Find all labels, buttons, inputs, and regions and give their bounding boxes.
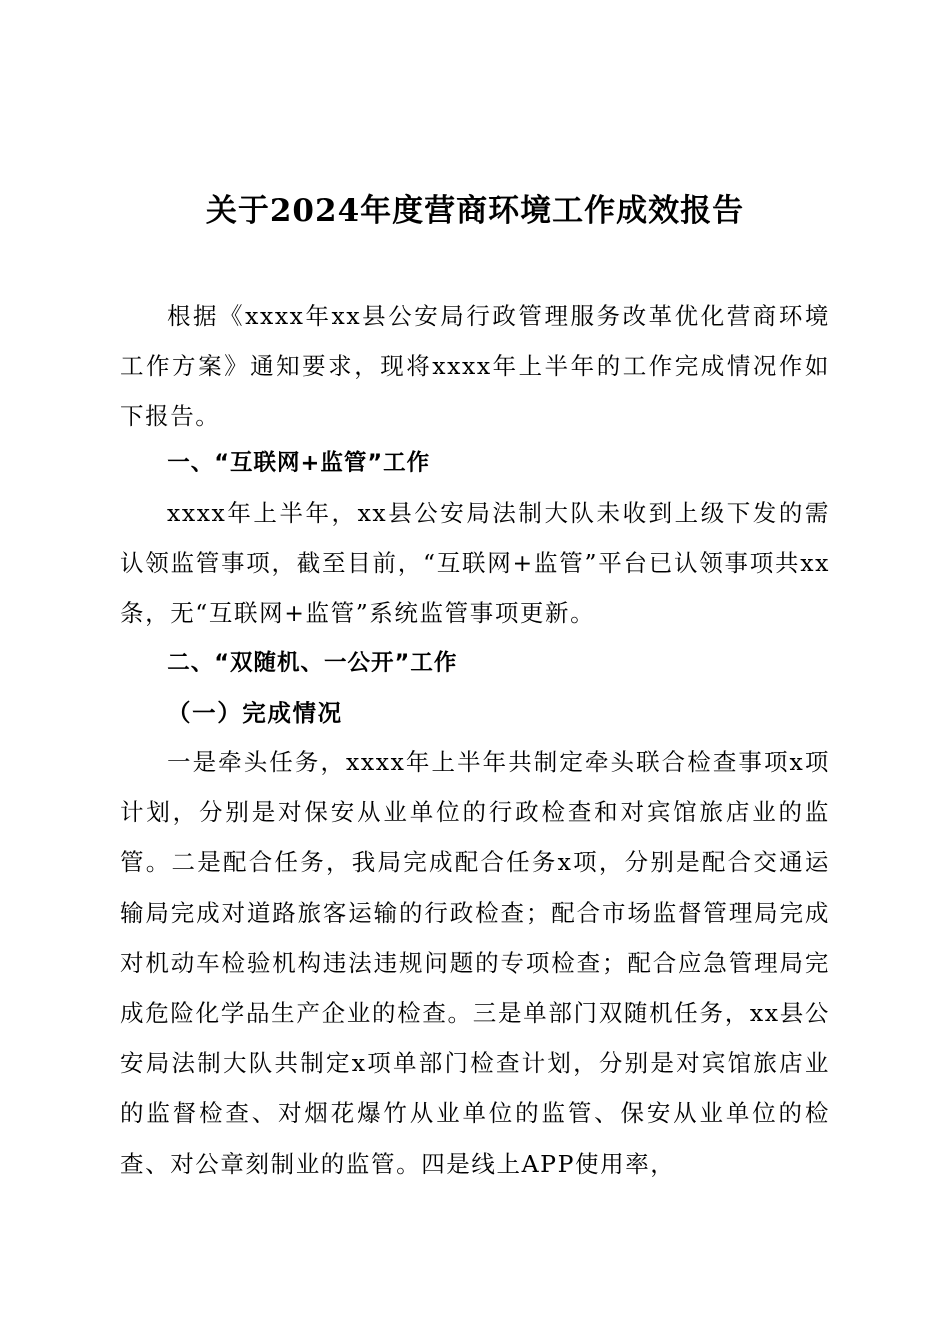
intro-paragraph: 根据《xxxx年xx县公安局行政管理服务改革优化营商环境工作方案》通知要求，现将xxxx年上半年的工作完成情况作如下报告。 bbox=[120, 302, 830, 431]
section-1-heading: 一、“互联网+监管”工作 bbox=[167, 450, 431, 476]
section-2-subheading: （一）完成情况 bbox=[167, 699, 343, 727]
section-1-paragraph: xxxx年上半年，xx县公安局法制大队未收到上级下发的需认领监管事项，截至目前，“互联网+监管”平台已认领事项共xx条，无“互联网+监管”系统监管事项更新。 bbox=[120, 499, 830, 628]
section-2-heading: 二、“双随机、一公开”工作 bbox=[167, 650, 458, 676]
document-title: 关于2024年度营商环境工作成效报告 bbox=[205, 193, 745, 229]
section-2-paragraph: 一是牵头任务，xxxx年上半年共制定牵头联合检查事项x项计划，分别是对保安从业单位的行政检查和对宾馆旅店业的监管。二是配合任务，我局完成配合任务x项，分别是配合交通运输局完成对道路旅客运输的行政检查；配合市场监督管理局完成对机动车检验机构违法违规问题的专项检查；配合应急管理局完成危险化学品生产企业的检查。三是单部门双随机任务，xx县公安局法制大队共制定x项单部门检查计划，分别是对宾馆旅店业的监督检查、对烟花爆竹从业单位的监管、保安从业单位的检查、对公章刻制业的监管。四是线上APP使用率， bbox=[120, 748, 830, 1178]
